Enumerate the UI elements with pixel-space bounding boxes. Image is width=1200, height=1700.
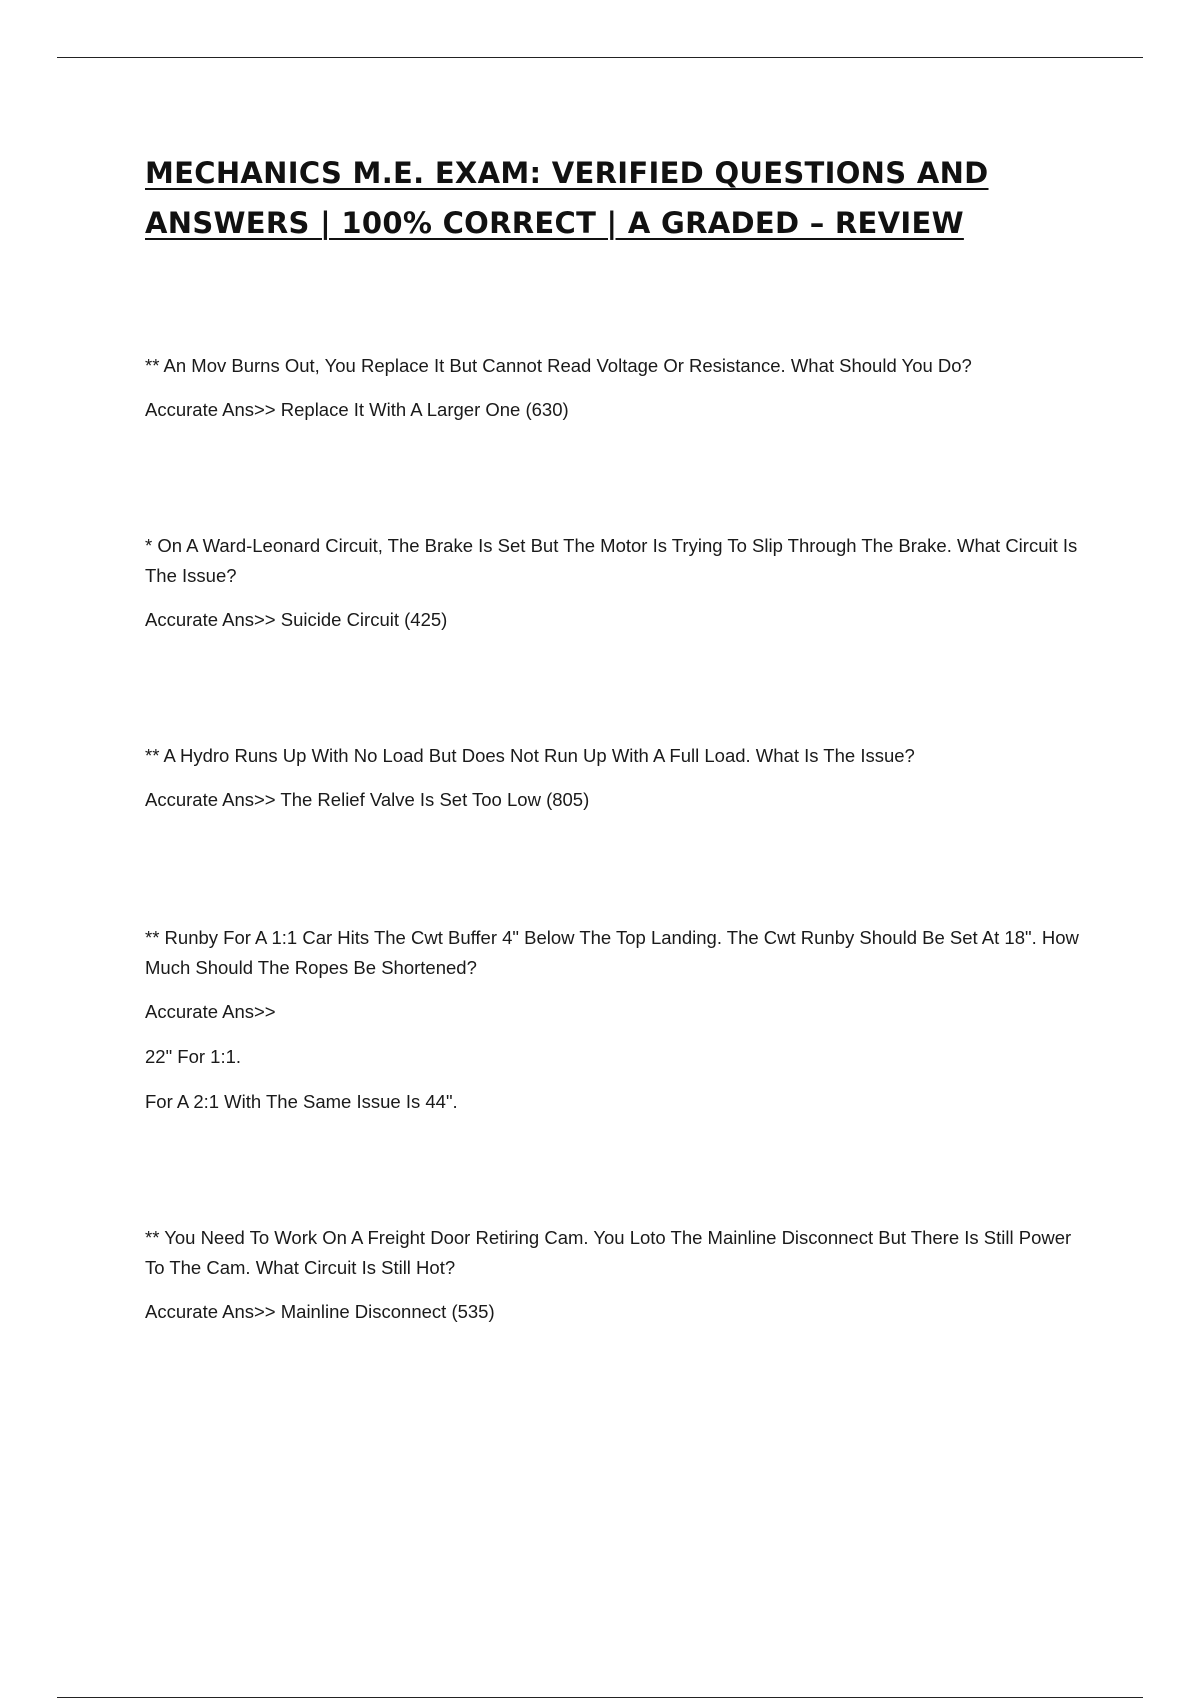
answer-detail-line: 22" For 1:1. xyxy=(145,1046,242,1067)
question-text: ** You Need To Work On A Freight Door Retiring Cam. You Loto The Mainline Disconnect But There Is Still Power To The Cam. What Circuit Is Still Hot? xyxy=(145,1227,1072,1278)
qa-item xyxy=(145,1223,1085,1327)
question-text: ** An Mov Burns Out, You Replace It But Cannot Read Voltage Or Resistance. What Should You Do? xyxy=(145,355,972,376)
answer-text: Accurate Ans>> The Relief Valve Is Set Too Low (805) xyxy=(145,789,590,810)
question-text: ** A Hydro Runs Up With No Load But Does Not Run Up With A Full Load. What Is The Issue? xyxy=(145,745,915,766)
answer-detail-line: For A 2:1 With The Same Issue Is 44". xyxy=(145,1091,458,1112)
answer-text: Accurate Ans>> Suicide Circuit (425) xyxy=(145,609,448,630)
qa-item xyxy=(145,531,1085,635)
answer-text: Accurate Ans>> xyxy=(145,1001,276,1022)
header-rule xyxy=(57,57,1143,58)
qa-item xyxy=(145,741,1085,815)
qa-item xyxy=(145,351,1085,425)
question-text: * On A Ward-Leonard Circuit, The Brake Is Set But The Motor Is Trying To Slip Through The Brake. What Circuit Is The Issue? xyxy=(145,535,1078,586)
answer-text: Accurate Ans>> Replace It With A Larger One (630) xyxy=(145,399,569,420)
document-title: MECHANICS M.E. EXAM: VERIFIED QUESTIONS AND ANSWERS | 100% CORRECT | A GRADED – REVIEW xyxy=(145,156,989,240)
footer-rule xyxy=(57,1697,1143,1698)
question-text: ** Runby For A 1:1 Car Hits The Cwt Buffer 4" Below The Top Landing. The Cwt Runby Should Be Set At 18". How Much Should The Ropes Be Shortened? xyxy=(145,927,1079,978)
answer-text: Accurate Ans>> Mainline Disconnect (535) xyxy=(145,1301,495,1322)
qa-item xyxy=(145,923,1085,1117)
